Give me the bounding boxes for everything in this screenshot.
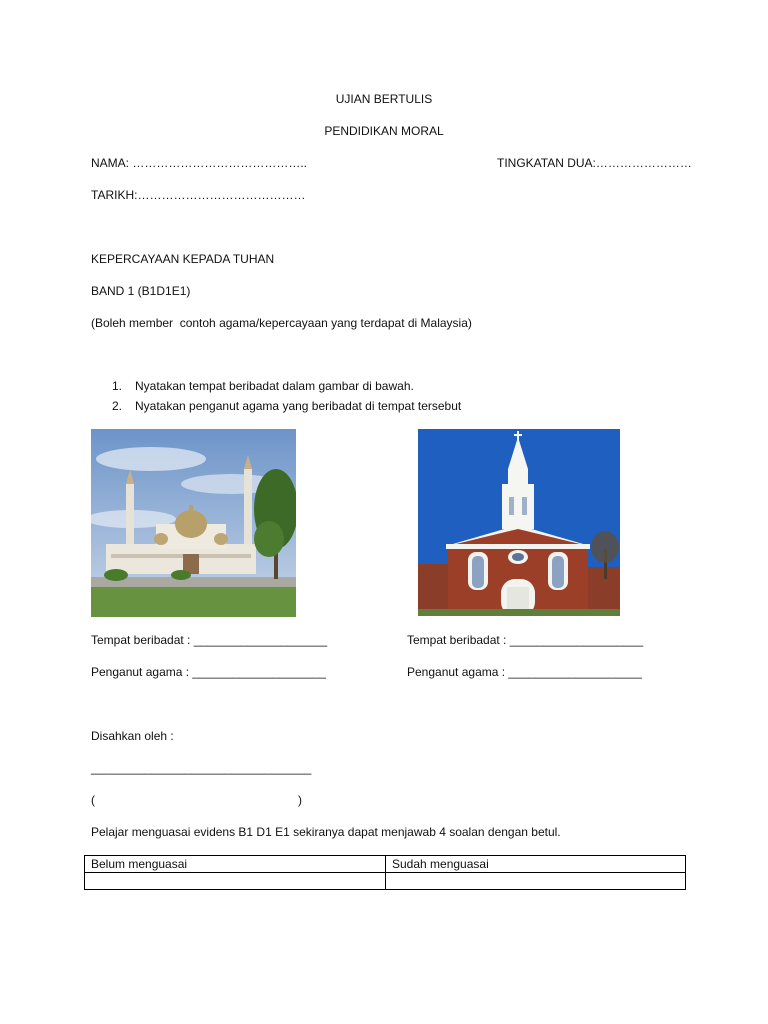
right-place-of-worship-line: Tempat beribadat : ____________________ bbox=[407, 633, 644, 647]
mastery-table bbox=[84, 855, 686, 890]
question-1-text: Nyatakan tempat beribadat dalam gambar di bawah. bbox=[135, 379, 414, 393]
question-2-number: 2. bbox=[112, 399, 123, 413]
table-row bbox=[85, 856, 686, 873]
name-open-paren: ( bbox=[91, 793, 95, 807]
church-image bbox=[418, 429, 620, 616]
signature-line: _________________________________ bbox=[91, 761, 312, 775]
exam-title: UJIAN BERTULIS bbox=[335, 92, 433, 106]
cell-mastered[interactable] bbox=[386, 873, 686, 890]
form-level-field: TINGKATAN DUA:…………………… bbox=[497, 156, 692, 170]
right-religion-follower-line: Penganut agama : ____________________ bbox=[407, 665, 642, 679]
mosque-image bbox=[91, 429, 296, 617]
left-religion-follower-line: Penganut agama : ____________________ bbox=[91, 665, 326, 679]
question-2-text: Nyatakan penganut agama yang beribadat di tempat tersebut bbox=[135, 399, 462, 413]
criteria-text: Pelajar menguasai evidens B1 D1 E1 sekiranya dapat menjawab 4 soalan dengan betul. bbox=[91, 825, 561, 839]
section-note: (Boleh member contoh agama/kepercayaan yang terdapat di Malaysia) bbox=[91, 316, 472, 330]
left-place-of-worship-line: Tempat beribadat : ____________________ bbox=[91, 633, 328, 647]
date-field: TARIKH:…………………………………… bbox=[91, 188, 306, 202]
topic-heading: KEPERCAYAAN KEPADA TUHAN bbox=[91, 252, 275, 266]
table-row bbox=[85, 873, 686, 890]
verified-by-label: Disahkan oleh : bbox=[91, 729, 174, 743]
name-field: NAMA: …………………………………….. bbox=[91, 156, 308, 170]
name-close-paren: ) bbox=[298, 793, 302, 807]
header-mastered: Sudah menguasai bbox=[386, 856, 686, 873]
header-not-mastered: Belum menguasai bbox=[85, 856, 386, 873]
band-heading: BAND 1 (B1D1E1) bbox=[91, 284, 191, 298]
question-1-number: 1. bbox=[112, 379, 123, 393]
subject-title: PENDIDIKAN MORAL bbox=[324, 124, 444, 138]
cell-not-mastered[interactable] bbox=[85, 873, 386, 890]
